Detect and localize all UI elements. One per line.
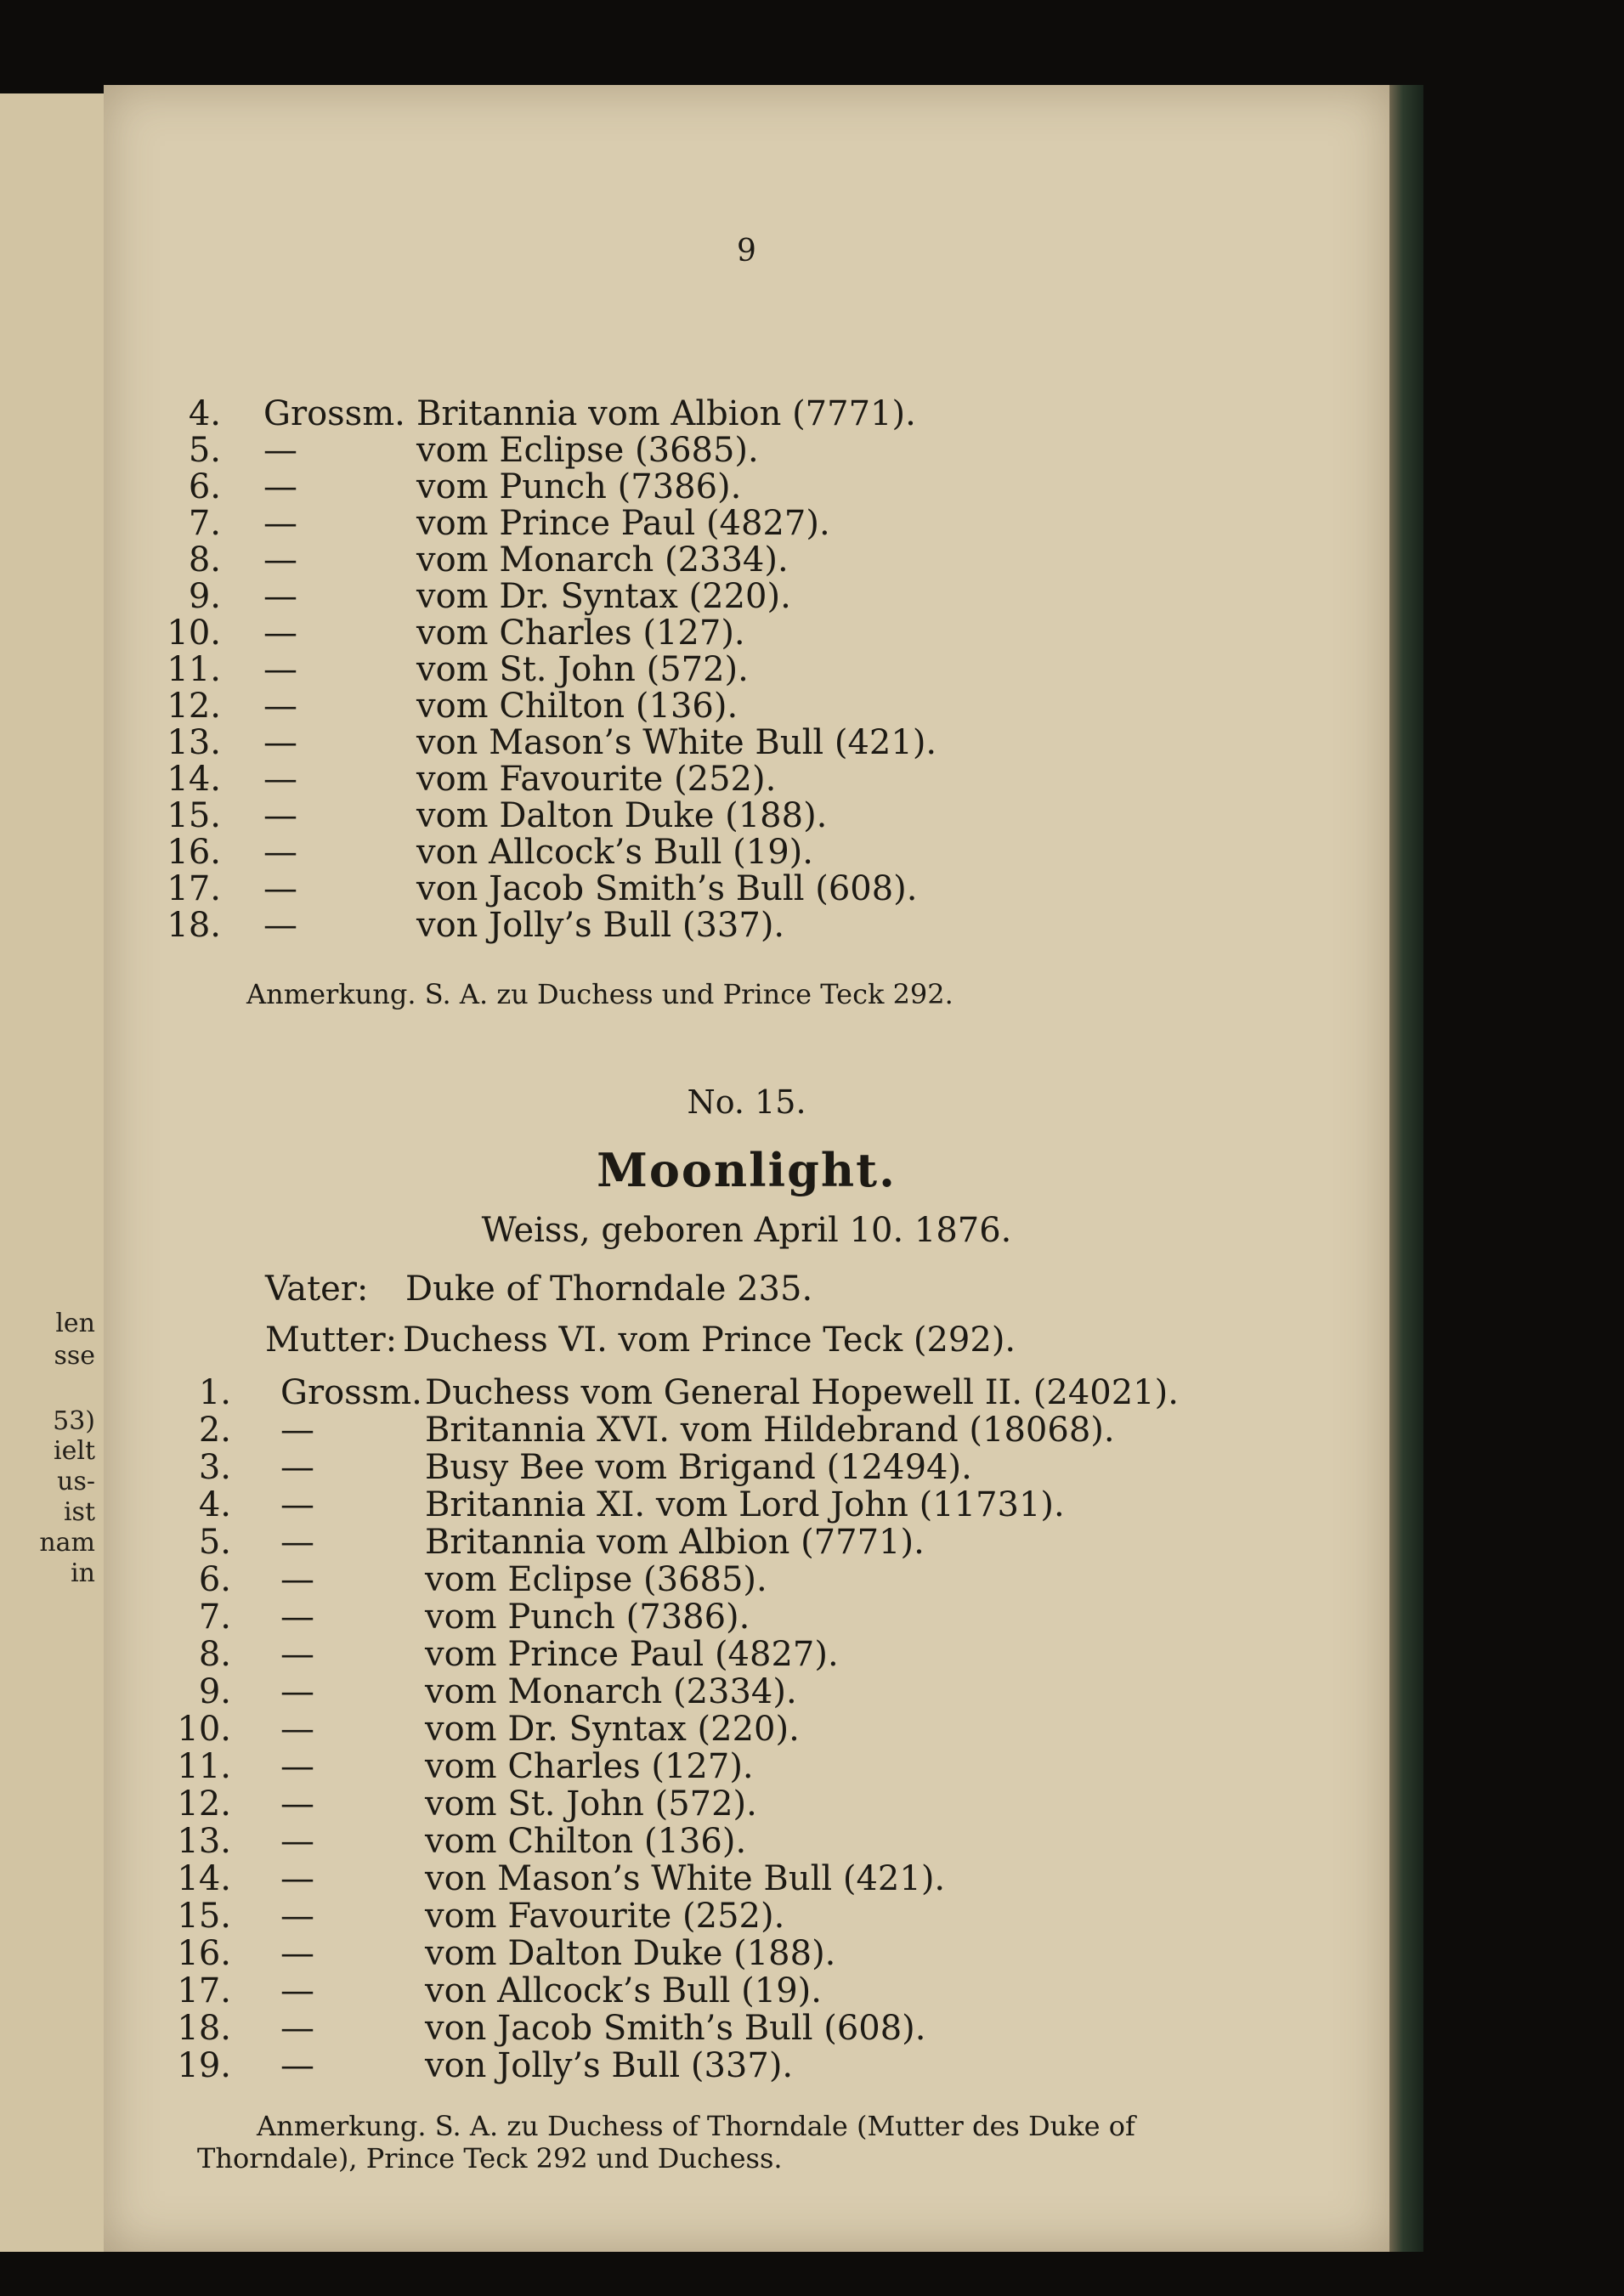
- row-generation: —: [263, 723, 297, 762]
- row-ancestor: Busy Bee vom Brigand (12494).: [425, 1448, 972, 1487]
- row-generation: —: [280, 1672, 314, 1711]
- row-generation: —: [263, 431, 297, 470]
- row-generation: —: [263, 833, 297, 872]
- row-generation: —: [263, 577, 297, 616]
- row-generation: —: [263, 650, 297, 689]
- left-fragment: nam: [39, 1528, 95, 1558]
- row-number: 6.: [198, 1560, 231, 1599]
- row-ancestor: vom Chilton (136).: [425, 1822, 747, 1861]
- row-number: 7.: [198, 1598, 231, 1637]
- row-ancestor: vom Dalton Duke (188).: [425, 1934, 836, 1973]
- left-fragment: sse: [54, 1341, 95, 1371]
- row-generation: —: [280, 1784, 314, 1824]
- row-number: 10.: [167, 614, 221, 653]
- row-ancestor: vom Prince Paul (4827).: [425, 1635, 839, 1674]
- row-ancestor: vom Charles (127).: [425, 1747, 754, 1786]
- row-ancestor: vom Dr. Syntax (220).: [425, 1710, 800, 1749]
- row-ancestor: vom Favourite (252).: [416, 760, 777, 799]
- row-generation: —: [263, 796, 297, 835]
- row-generation: —: [280, 1448, 314, 1487]
- row-generation: —: [280, 1747, 314, 1786]
- row-number: 15.: [167, 796, 221, 835]
- row-number: 15.: [177, 1897, 231, 1936]
- row-ancestor: vom Eclipse (3685).: [416, 431, 759, 470]
- row-number: 14.: [177, 1859, 231, 1898]
- row-number: 4.: [198, 1485, 231, 1524]
- entry-number: No. 15.: [687, 1083, 806, 1121]
- annotation-1: Anmerkung. S. A. zu Duchess und Prince Teck 292.: [246, 978, 953, 1010]
- row-ancestor: vom Dalton Duke (188).: [416, 796, 828, 835]
- row-generation: —: [263, 687, 297, 726]
- row-generation: —: [280, 1971, 314, 2010]
- row-number: 6.: [188, 467, 221, 506]
- row-number: 5.: [198, 1523, 231, 1562]
- row-ancestor: vom Charles (127).: [416, 614, 745, 653]
- row-ancestor: Britannia XVI. vom Hildebrand (18068).: [425, 1411, 1115, 1450]
- row-ancestor: vom Chilton (136).: [416, 687, 738, 726]
- row-ancestor: von Jacob Smith’s Bull (608).: [416, 869, 918, 908]
- row-ancestor: von Jolly’s Bull (337).: [416, 906, 785, 945]
- row-number: 11.: [177, 1747, 231, 1786]
- row-number: 9.: [188, 577, 221, 616]
- father-value: Duke of Thorndale 235.: [405, 1270, 813, 1309]
- row-generation: —: [263, 614, 297, 653]
- row-number: 12.: [167, 687, 221, 726]
- row-ancestor: Britannia XI. vom Lord John (11731).: [425, 1485, 1065, 1524]
- book-spine: [1389, 85, 1423, 2252]
- row-generation: —: [280, 1859, 314, 1898]
- row-number: 18.: [177, 2009, 231, 2048]
- row-number: 5.: [188, 431, 221, 470]
- row-generation: —: [263, 504, 297, 543]
- row-number: 12.: [177, 1784, 231, 1824]
- row-number: 9.: [198, 1672, 231, 1711]
- row-generation: —: [280, 1934, 314, 1973]
- row-number: 3.: [198, 1448, 231, 1487]
- entry-subtitle: Weiss, geboren April 10. 1876.: [481, 1211, 1012, 1250]
- row-number: 13.: [177, 1822, 231, 1861]
- row-number: 8.: [198, 1635, 231, 1674]
- row-generation: —: [280, 1822, 314, 1861]
- row-generation: —: [263, 540, 297, 580]
- row-ancestor: von Mason’s White Bull (421).: [416, 723, 937, 762]
- row-number: 2.: [198, 1411, 231, 1450]
- left-fragment: us-: [57, 1467, 95, 1496]
- row-number: 10.: [177, 1710, 231, 1749]
- row-ancestor: Britannia vom Albion (7771).: [425, 1523, 925, 1562]
- row-generation: —: [280, 1523, 314, 1562]
- row-ancestor: vom St. John (572).: [416, 650, 749, 689]
- row-generation: —: [280, 1598, 314, 1637]
- row-number: 8.: [188, 540, 221, 580]
- row-ancestor: von Jacob Smith’s Bull (608).: [425, 2009, 926, 2048]
- left-fragment: ist: [63, 1497, 95, 1527]
- left-fragment: 53): [53, 1406, 95, 1436]
- row-ancestor: Duchess vom General Hopewell II. (24021).: [425, 1373, 1179, 1412]
- row-ancestor: vom Eclipse (3685).: [425, 1560, 767, 1599]
- row-generation: —: [263, 467, 297, 506]
- row-ancestor: Britannia vom Albion (7771).: [416, 394, 916, 433]
- row-ancestor: vom Dr. Syntax (220).: [416, 577, 791, 616]
- row-number: 13.: [167, 723, 221, 762]
- row-ancestor: von Allcock’s Bull (19).: [416, 833, 813, 872]
- entry-title: Moonlight.: [597, 1143, 897, 1197]
- row-ancestor: vom St. John (572).: [425, 1784, 757, 1824]
- book-page: [104, 85, 1389, 2252]
- row-number: 19.: [177, 2046, 231, 2085]
- row-generation: —: [280, 1411, 314, 1450]
- row-generation: —: [280, 2009, 314, 2048]
- row-generation: —: [280, 1635, 314, 1674]
- left-page-edge: [0, 93, 106, 2252]
- row-ancestor: vom Monarch (2334).: [425, 1672, 797, 1711]
- left-fragment: len: [55, 1309, 95, 1338]
- page-number: 9: [737, 234, 756, 269]
- row-number: 7.: [188, 504, 221, 543]
- row-number: 4.: [188, 394, 221, 433]
- row-number: 18.: [167, 906, 221, 945]
- row-number: 14.: [167, 760, 221, 799]
- row-ancestor: vom Prince Paul (4827).: [416, 504, 830, 543]
- left-fragment: in: [71, 1558, 95, 1588]
- row-ancestor: von Allcock’s Bull (19).: [425, 1971, 822, 2010]
- left-fragment: ielt: [54, 1436, 95, 1466]
- row-generation: —: [280, 1897, 314, 1936]
- row-generation: —: [263, 760, 297, 799]
- row-generation: —: [280, 1710, 314, 1749]
- mother-label: Mutter:: [265, 1320, 398, 1360]
- mother-value: Duchess VI. vom Prince Teck (292).: [403, 1320, 1016, 1360]
- row-number: 11.: [167, 650, 221, 689]
- row-generation: —: [263, 906, 297, 945]
- annotation-2-line2: Thorndale), Prince Teck 292 und Duchess.: [197, 2142, 783, 2174]
- row-number: 1.: [198, 1373, 231, 1412]
- row-generation: Grossm.: [280, 1373, 422, 1412]
- row-ancestor: vom Punch (7386).: [416, 467, 742, 506]
- row-ancestor: von Jolly’s Bull (337).: [425, 2046, 794, 2085]
- row-generation: —: [263, 869, 297, 908]
- row-number: 17.: [167, 869, 221, 908]
- row-number: 16.: [167, 833, 221, 872]
- row-generation: Grossm.: [263, 394, 405, 433]
- row-generation: —: [280, 2046, 314, 2085]
- row-ancestor: vom Monarch (2334).: [416, 540, 789, 580]
- father-label: Vater:: [265, 1270, 369, 1309]
- row-ancestor: vom Favourite (252).: [425, 1897, 785, 1936]
- row-generation: —: [280, 1485, 314, 1524]
- row-number: 16.: [177, 1934, 231, 1973]
- annotation-2-line1: Anmerkung. S. A. zu Duchess of Thorndale (Mutter des Duke of: [257, 2110, 1135, 2142]
- row-ancestor: vom Punch (7386).: [425, 1598, 750, 1637]
- row-generation: —: [280, 1560, 314, 1599]
- row-number: 17.: [177, 1971, 231, 2010]
- row-ancestor: von Mason’s White Bull (421).: [425, 1859, 946, 1898]
